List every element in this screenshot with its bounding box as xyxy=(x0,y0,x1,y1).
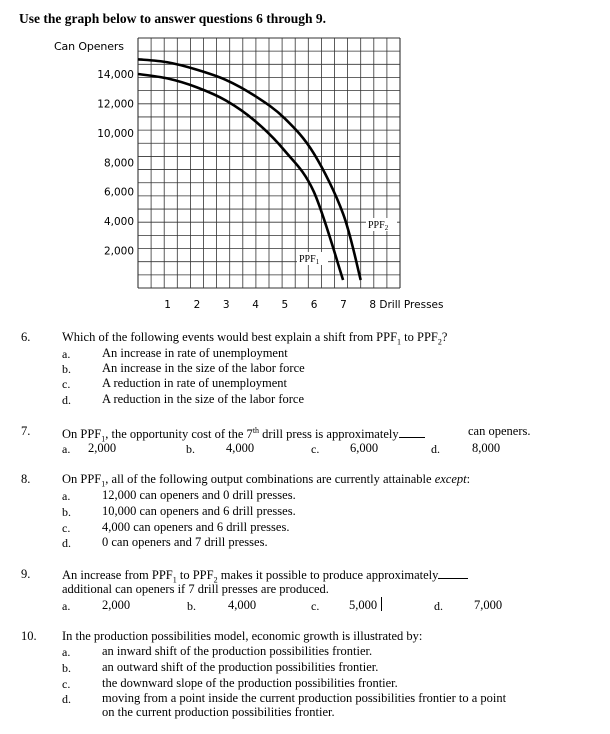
q7-option-d-letter: d. xyxy=(431,442,440,456)
page-heading: Use the graph below to answer questions 6 through 9. xyxy=(19,11,327,26)
x-tick-label: 5 xyxy=(281,299,289,311)
y-tick-label: 2,000 xyxy=(103,245,134,258)
q9-option-d[interactable]: 7,000 xyxy=(474,598,503,612)
q10-option-c[interactable]: the downward slope of the production possibilities frontier. xyxy=(102,676,398,690)
q8-option-d[interactable]: 0 can openers and 7 drill presses. xyxy=(102,535,268,549)
q6-stem-part: ? xyxy=(441,330,448,344)
q6-option-d-letter: d. xyxy=(62,393,71,407)
q8-sub1: 1 xyxy=(101,479,106,489)
q8-stem-italic: except xyxy=(434,472,467,486)
q9-option-c[interactable]: 5,000 xyxy=(349,598,378,612)
q9-sub2: 2 xyxy=(213,575,218,585)
q7-number: 7. xyxy=(21,424,31,438)
q8-option-a[interactable]: 12,000 can openers and 0 drill presses. xyxy=(102,488,296,502)
q8-option-c-letter: c. xyxy=(62,521,71,535)
q10-option-d-letter: d. xyxy=(62,692,71,706)
q10-option-c-letter: c. xyxy=(62,677,71,691)
q7-option-c[interactable]: 6,000 xyxy=(350,441,379,455)
q6-number: 6. xyxy=(21,330,31,344)
q8-option-b-letter: b. xyxy=(62,505,71,519)
q9-number: 9. xyxy=(21,567,31,581)
x-tick-label: 1 xyxy=(164,299,171,311)
q6-option-d[interactable]: A reduction in the size of the labor force xyxy=(102,392,305,406)
q6-option-c[interactable]: A reduction in rate of unemployment xyxy=(102,376,288,390)
x-tick-label: 7 xyxy=(340,299,347,311)
q7-stem-end: can openers. xyxy=(468,424,531,438)
q6-stem-part: to PPF xyxy=(401,330,438,344)
q10-stem: In the production possibilities model, economic growth is illustrated by: xyxy=(62,629,423,643)
q6-option-a-letter: a. xyxy=(62,347,71,361)
q9-option-c-letter: c. xyxy=(311,599,320,613)
y-tick-label: 12,000 xyxy=(97,98,134,111)
q10-option-b[interactable]: an outward shift of the production possibilities frontier. xyxy=(102,660,379,674)
q7-option-b[interactable]: 4,000 xyxy=(226,441,255,455)
y-axis-label: Can Openers xyxy=(54,40,124,53)
y-tick-label: 4,000 xyxy=(103,216,134,229)
q9-stem-part: to PPF xyxy=(176,568,214,582)
q9-answer-blank[interactable] xyxy=(438,567,468,579)
y-tick-label: 14,000 xyxy=(97,69,134,81)
x-tick-label: 4 xyxy=(252,299,259,311)
y-tick-label: 6,000 xyxy=(103,186,134,199)
text-cursor xyxy=(381,597,382,611)
y-tick-label: 8,000 xyxy=(103,157,134,170)
chart-grid xyxy=(138,38,400,288)
q7-option-a[interactable]: 2,000 xyxy=(88,441,117,455)
q6-option-b[interactable]: An increase in the size of the labor force xyxy=(102,361,305,375)
q6-sub1: 1 xyxy=(397,337,402,347)
ppf2-label: $PPF_2$ xyxy=(368,220,389,232)
q6-option-b-letter: b. xyxy=(62,362,71,376)
q8-option-c[interactable]: 4,000 can openers and 6 drill presses. xyxy=(102,520,290,534)
q7-answer-blank[interactable] xyxy=(399,426,425,438)
q8-option-a-letter: a. xyxy=(62,489,71,503)
q8-stem-part: : xyxy=(466,472,471,486)
q9-stem-line2: additional can openers if 7 drill presses are produced. xyxy=(62,582,329,596)
ppf-curve-ppf1 xyxy=(138,74,343,280)
q10-option-a[interactable]: an inward shift of the production possibilities frontier. xyxy=(102,644,373,658)
q7-sup: th xyxy=(252,426,260,435)
q9-stem-part: An increase from PPF xyxy=(62,568,173,582)
q6-sub2: 2 xyxy=(437,337,442,347)
q7-sub1: 1 xyxy=(101,434,106,444)
q8-option-d-letter: d. xyxy=(62,536,71,550)
ppf-chart xyxy=(0,30,610,320)
x-tick-label: 6 xyxy=(310,299,318,311)
q7-stem-part: drill press is approximately xyxy=(259,427,399,442)
q10-option-d[interactable]: moving from a point inside the current production possibilities frontier to a point xyxy=(102,691,507,705)
q9-option-b-letter: b. xyxy=(187,599,196,613)
q7-stem-part: , the opportunity cost of the 7 xyxy=(105,427,253,442)
q8-number: 8. xyxy=(21,472,31,486)
q6-stem-part: Which of the following events would best explain a shift from PPF xyxy=(62,330,398,344)
q6-option-c-letter: c. xyxy=(62,377,71,391)
q7-option-d[interactable]: 8,000 xyxy=(472,441,501,455)
q10-option-d-line2: on the current production possibilities frontier. xyxy=(102,705,335,719)
q7-stem-part: On PPF xyxy=(62,427,102,442)
y-tick-label: 10,000 xyxy=(97,127,134,140)
q9-sub1: 1 xyxy=(172,575,177,585)
q6-option-a[interactable]: An increase in rate of unemployment xyxy=(102,346,288,360)
chart-labels xyxy=(96,66,443,311)
q7-option-a-letter: a. xyxy=(62,442,71,456)
x-tick-label: 2 xyxy=(193,299,201,311)
q10-number: 10. xyxy=(21,629,37,643)
x-tick-label: 3 xyxy=(222,299,230,311)
q9-stem-part: makes it possible to produce approximately xyxy=(217,568,439,582)
q9-option-a-letter: a. xyxy=(62,599,71,613)
q10-option-a-letter: a. xyxy=(62,645,71,659)
q8-stem-part: , all of the following output combinations are currently attainable xyxy=(105,472,435,486)
q8-stem-part: On PPF xyxy=(62,472,102,486)
q7-option-c-letter: c. xyxy=(311,442,320,456)
ppf1-label: $PPF_1$ xyxy=(299,254,320,266)
q9-option-b[interactable]: 4,000 xyxy=(228,598,257,612)
q7-option-b-letter: b. xyxy=(186,442,195,456)
q9-option-d-letter: d. xyxy=(434,599,443,613)
q8-option-b[interactable]: 10,000 can openers and 6 drill presses. xyxy=(102,504,296,518)
x-tick-label: 8 Drill Presses xyxy=(369,299,444,311)
q10-option-b-letter: b. xyxy=(62,661,71,675)
q9-option-a[interactable]: 2,000 xyxy=(102,598,131,612)
